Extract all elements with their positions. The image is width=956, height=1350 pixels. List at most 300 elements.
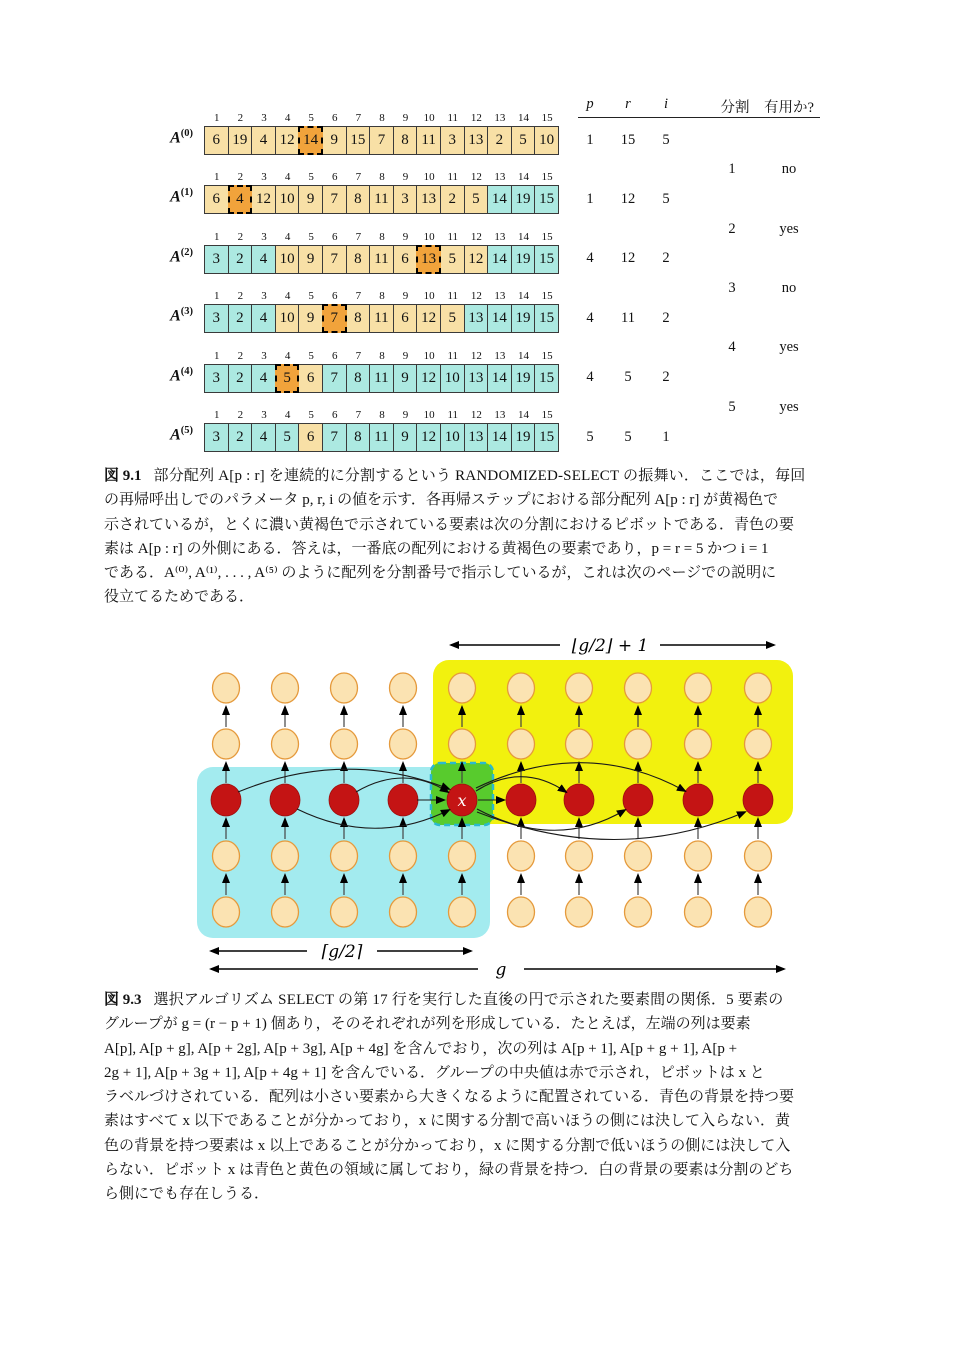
cell-index: 6 (332, 349, 338, 362)
array-cell: 14 (487, 245, 512, 274)
cell-index: 8 (379, 171, 385, 184)
array-cell-wrap (229, 112, 253, 155)
array-cell-wrap (276, 290, 300, 333)
array-cell: 4 (251, 423, 276, 452)
element-circle (745, 897, 772, 927)
array-cell: 7 (322, 185, 347, 214)
cell-index: 13 (494, 349, 506, 362)
array-cell-wrap (417, 409, 441, 452)
cell-index: 1 (214, 230, 220, 243)
table-header-p: p (586, 96, 594, 112)
array-label (143, 247, 193, 266)
array-cell: 13 (416, 245, 441, 274)
cell-index: 8 (379, 290, 385, 303)
array-row (143, 350, 573, 396)
cell-index: 2 (237, 112, 244, 124)
caption-line: 色の背景を持つ要素は x 以上であることが分かっており，x に関する分割で低いほうの側には決して入 (104, 1137, 791, 1154)
cell-index: 12 (470, 230, 482, 243)
table-value-r: 12 (620, 250, 636, 267)
array-cell-wrap (252, 171, 276, 214)
table-value-r: 11 (621, 309, 635, 326)
array-cell-wrap (488, 231, 512, 274)
partition-useful: yes (779, 398, 799, 415)
array-cells (205, 171, 559, 214)
array-cell: 12 (416, 304, 441, 333)
element-circle (566, 673, 593, 703)
array-cell: 15 (534, 364, 559, 393)
cell-index: 12 (470, 112, 482, 124)
cell-index: 14 (518, 409, 530, 421)
array-cell-wrap (394, 231, 418, 274)
array-cell: 2 (440, 185, 465, 214)
array-cells (205, 231, 559, 274)
array-cell-wrap (276, 350, 300, 393)
array-label (143, 187, 193, 206)
cell-index: 2 (237, 290, 244, 303)
element-circle (449, 841, 476, 871)
array-cell-wrap (347, 350, 371, 393)
caption-text: 選択アルゴリズム SELECT の第 17 行を実行した直後の円で示された要素間の関係．5 要素の (153, 992, 784, 1008)
array-cell: 10 (440, 423, 465, 452)
cell-index: 3 (261, 409, 267, 421)
array-cell: 11 (369, 304, 394, 333)
array-cell-wrap (512, 409, 536, 452)
array-cell: 6 (298, 364, 323, 393)
array-cell: 11 (416, 126, 441, 155)
table-value-i: 1 (662, 428, 670, 445)
array-cells (205, 409, 559, 452)
cell-index: 13 (494, 230, 506, 243)
element-circle (566, 841, 593, 871)
array-cell-wrap (323, 112, 347, 155)
array-cell-wrap (394, 409, 418, 452)
median-circle (743, 784, 773, 816)
array-cell-wrap (299, 171, 323, 214)
array-letter: A (170, 366, 181, 384)
array-cell: 8 (346, 304, 371, 333)
cell-index: 5 (308, 349, 314, 362)
array-cell-wrap (441, 231, 465, 274)
table-value-i: 5 (662, 131, 670, 148)
array-cells (205, 290, 559, 333)
cell-index: 15 (541, 409, 553, 421)
cell-index: 2 (237, 230, 244, 243)
array-cell-wrap (465, 350, 489, 393)
array-cell: 10 (275, 304, 300, 333)
table-value-r: 12 (620, 190, 636, 207)
array-cell-wrap (205, 350, 229, 393)
array-cell-wrap (465, 231, 489, 274)
element-circle (390, 729, 417, 759)
array-cell: 8 (393, 126, 418, 155)
array-cell: 3 (393, 185, 418, 214)
array-row (143, 231, 573, 277)
array-cell-wrap (370, 171, 394, 214)
cell-index: 11 (447, 290, 459, 303)
array-label (143, 366, 193, 385)
array-cell: 15 (534, 245, 559, 274)
array-cell-wrap (394, 350, 418, 393)
caption-line: A[p], A[p + g], A[p + 2g], A[p + 3g], A[p + 4g] を含んでおり，次の列は A[p + 1], A[p + g + 1], A[p + (104, 1040, 738, 1057)
cell-index: 11 (447, 112, 459, 124)
array-cell: 14 (298, 126, 323, 155)
array-cell-wrap (299, 350, 323, 393)
table-header-split: 分割 (720, 100, 750, 116)
cell-index: 5 (308, 230, 314, 243)
array-cell-wrap (512, 290, 536, 333)
caption-line (104, 988, 884, 1012)
array-cell-wrap (535, 171, 559, 214)
array-cell-wrap (370, 231, 394, 274)
array-cell-wrap (229, 171, 253, 214)
element-circle (566, 729, 593, 759)
array-cell-wrap (205, 112, 229, 155)
array-superscript: (2) (180, 246, 193, 258)
array-cell: 4 (251, 304, 276, 333)
array-cell: 19 (511, 304, 536, 333)
cell-index: 7 (355, 171, 362, 184)
array-cell: 3 (204, 364, 229, 393)
figure-number: 図 9.1 (104, 468, 142, 484)
caption-line: 示されているが，とくに濃い黄褐色で示されている要素は次の分割におけるピボットである．青色の要 (104, 516, 795, 533)
element-circle (508, 897, 535, 927)
array-letter: A (170, 248, 181, 266)
array-cell-wrap (205, 290, 229, 333)
array-cell-wrap (323, 350, 347, 393)
array-cell-wrap (488, 112, 512, 155)
element-circle (331, 841, 358, 871)
array-cell: 6 (204, 185, 229, 214)
array-cell: 4 (251, 364, 276, 393)
partition-useful: no (781, 161, 797, 178)
array-cell: 11 (369, 245, 394, 274)
figure-9-1-caption (104, 464, 884, 610)
cell-index: 6 (332, 290, 338, 303)
cell-index: 8 (379, 349, 385, 362)
partition-number: 5 (728, 398, 736, 415)
element-circle (508, 729, 535, 759)
table-value-r: 5 (624, 428, 632, 445)
median-circle (270, 784, 300, 816)
element-circle (449, 897, 476, 927)
cell-index: 7 (355, 112, 362, 124)
array-letter: A (170, 307, 181, 325)
array-cell-wrap (347, 290, 371, 333)
array-cell: 6 (393, 304, 418, 333)
table-value-p: 1 (586, 190, 594, 207)
cell-index: 9 (402, 230, 409, 243)
array-cell-wrap (417, 112, 441, 155)
array-cell: 10 (275, 245, 300, 274)
figure-number: 図 9.3 (104, 992, 142, 1008)
array-cell-wrap (229, 350, 253, 393)
caption-line: 素は A[p : r] の外側にある．答えは，一番底の配列における黄褐色の要素であり，p = r = 5 かつ i = 1 (104, 540, 769, 557)
array-cell-wrap (394, 171, 418, 214)
cell-index: 3 (261, 112, 267, 124)
cell-index: 11 (447, 171, 459, 184)
array-cell: 13 (464, 304, 489, 333)
cell-index: 12 (470, 349, 482, 362)
cell-index: 7 (355, 349, 362, 362)
partition-number: 3 (728, 280, 736, 296)
element-circle (625, 841, 652, 871)
cell-index: 4 (284, 230, 291, 243)
cell-index: 6 (332, 230, 338, 243)
array-cell-wrap (370, 290, 394, 333)
array-cell: 2 (228, 364, 253, 393)
cell-index: 3 (261, 290, 267, 303)
table-value-p: 1 (586, 131, 594, 148)
array-cell-wrap (441, 350, 465, 393)
array-cell-wrap (488, 409, 512, 452)
array-cell: 4 (228, 185, 253, 214)
cell-index: 3 (261, 230, 267, 243)
array-superscript: (4) (180, 365, 193, 377)
array-cell: 10 (534, 126, 559, 155)
array-cell-wrap (323, 409, 347, 452)
array-cell: 14 (487, 304, 512, 333)
array-cell-wrap (394, 112, 418, 155)
array-cell: 7 (322, 304, 347, 333)
element-circle (449, 673, 476, 703)
cell-index: 15 (541, 112, 553, 124)
array-cell-wrap (465, 409, 489, 452)
median-circle (211, 784, 241, 816)
element-circle (213, 729, 240, 759)
array-cell-wrap (299, 409, 323, 452)
element-circle (625, 673, 652, 703)
array-cell-wrap (252, 290, 276, 333)
array-cell: 14 (487, 423, 512, 452)
array-row (143, 290, 573, 336)
cell-index: 14 (518, 112, 530, 124)
array-superscript: (3) (180, 306, 193, 318)
cell-index: 10 (423, 290, 435, 303)
median-circle (506, 784, 536, 816)
array-cell: 6 (298, 423, 323, 452)
cell-index: 2 (237, 349, 244, 362)
array-cell: 15 (534, 304, 559, 333)
cell-index: 14 (518, 349, 530, 362)
median-circle (388, 784, 418, 816)
cell-index: 10 (423, 230, 435, 243)
cell-index: 11 (447, 349, 459, 362)
cell-index: 9 (402, 290, 409, 303)
array-cell: 5 (464, 185, 489, 214)
array-cell: 11 (369, 423, 394, 452)
array-cell-wrap (347, 112, 371, 155)
cell-index: 15 (541, 349, 553, 362)
array-cell: 7 (322, 364, 347, 393)
array-cell-wrap (417, 231, 441, 274)
array-cell-wrap (465, 290, 489, 333)
array-cell: 9 (322, 126, 347, 155)
array-cell: 11 (369, 185, 394, 214)
partition-number: 2 (728, 220, 736, 237)
median-circle (564, 784, 594, 816)
cell-index: 10 (423, 409, 435, 421)
cell-index: 15 (541, 171, 553, 184)
element-circle (213, 841, 240, 871)
array-cell-wrap (252, 231, 276, 274)
array-row (143, 112, 573, 158)
array-cell-wrap (252, 409, 276, 452)
cell-index: 3 (261, 171, 267, 184)
cell-index: 1 (214, 349, 220, 362)
table-value-r: 5 (624, 369, 632, 386)
cell-index: 5 (308, 171, 314, 184)
cell-index: 2 (237, 171, 244, 184)
element-circle (390, 673, 417, 703)
array-cell-wrap (512, 231, 536, 274)
array-cell-wrap (535, 290, 559, 333)
cell-index: 10 (423, 349, 435, 362)
array-cell-wrap (323, 171, 347, 214)
table-value-r: 15 (620, 131, 636, 148)
array-cell-wrap (535, 231, 559, 274)
array-cells (205, 112, 559, 155)
element-circle (213, 897, 240, 927)
array-cell-wrap (465, 171, 489, 214)
cell-index: 12 (470, 290, 482, 303)
array-cell-wrap (441, 290, 465, 333)
array-cell: 13 (464, 126, 489, 155)
cell-index: 14 (518, 171, 530, 184)
cell-index: 2 (237, 409, 244, 421)
cell-index: 13 (494, 112, 506, 124)
array-label (143, 128, 193, 147)
table-value-p: 4 (586, 369, 594, 386)
element-circle (331, 729, 358, 759)
element-circle (272, 841, 299, 871)
array-cell: 12 (464, 245, 489, 274)
caption-line: 2g + 1], A[p + 3g + 1], A[p + 4g + 1] を含んでいる．グループの中央値は赤で示され，ピボットは x と (104, 1064, 765, 1081)
array-cell: 4 (251, 126, 276, 155)
array-cell-wrap (299, 231, 323, 274)
element-circle (508, 673, 535, 703)
element-circle (685, 729, 712, 759)
cell-index: 11 (447, 409, 459, 421)
array-cell-wrap (394, 290, 418, 333)
cell-index: 13 (494, 171, 506, 184)
figure-9-3-select-diagram (0, 630, 956, 982)
element-circle (625, 729, 652, 759)
array-label (143, 306, 193, 325)
cell-index: 12 (470, 171, 482, 184)
array-cell: 9 (298, 245, 323, 274)
array-cell-wrap (252, 350, 276, 393)
array-row (143, 409, 573, 455)
partition-number: 4 (728, 339, 736, 356)
array-letter: A (170, 188, 181, 206)
element-circle (745, 729, 772, 759)
cell-index: 8 (379, 409, 385, 421)
array-cell: 4 (251, 245, 276, 274)
array-cell-wrap (417, 290, 441, 333)
array-letter: A (170, 129, 181, 147)
cell-index: 7 (355, 409, 362, 421)
array-cell-wrap (276, 112, 300, 155)
array-cell: 5 (511, 126, 536, 155)
total-span-label: g (495, 960, 507, 980)
array-cell-wrap (299, 112, 323, 155)
array-cell-wrap (347, 231, 371, 274)
array-cell: 13 (464, 364, 489, 393)
array-cell: 7 (369, 126, 394, 155)
array-superscript: (0) (180, 128, 193, 139)
array-cell-wrap (441, 112, 465, 155)
cell-index: 15 (541, 290, 553, 303)
array-cell: 3 (204, 304, 229, 333)
array-cell: 2 (228, 304, 253, 333)
cell-index: 13 (494, 409, 506, 421)
element-circle (745, 841, 772, 871)
array-cell-wrap (205, 231, 229, 274)
element-circle (449, 729, 476, 759)
array-cell: 19 (511, 185, 536, 214)
cell-index: 4 (284, 112, 291, 124)
cell-index: 1 (214, 290, 220, 303)
cell-index: 10 (423, 171, 435, 184)
caption-line: らない．ピボット x は青色と黄色の領域に属しており，緑の背景を持つ．白の背景の要素は分割のどち (104, 1162, 794, 1179)
array-cell: 5 (440, 245, 465, 274)
array-cell-wrap (535, 350, 559, 393)
array-cell: 5 (275, 423, 300, 452)
cell-index: 5 (308, 112, 314, 124)
array-cell: 19 (511, 423, 536, 452)
array-superscript: (5) (180, 425, 193, 436)
array-cell: 14 (487, 364, 512, 393)
array-cell: 9 (298, 304, 323, 333)
array-cell: 15 (534, 423, 559, 452)
array-cell: 7 (322, 423, 347, 452)
array-cell-wrap (276, 409, 300, 452)
cell-index: 10 (423, 112, 435, 124)
cell-index: 9 (402, 409, 409, 421)
cell-index: 6 (332, 112, 338, 124)
cell-index: 15 (541, 230, 553, 243)
array-cell-wrap (512, 171, 536, 214)
element-circle (272, 897, 299, 927)
array-cells (205, 350, 559, 393)
array-cell-wrap (276, 231, 300, 274)
array-cell-wrap (512, 112, 536, 155)
array-cell: 19 (511, 245, 536, 274)
cell-index: 8 (379, 230, 385, 243)
cell-index: 9 (402, 171, 409, 184)
cell-index: 9 (402, 112, 409, 124)
table-value-p: 4 (586, 250, 594, 267)
array-cell: 2 (228, 245, 253, 274)
table-value-i: 2 (662, 309, 670, 326)
array-cell: 6 (393, 245, 418, 274)
array-cell: 8 (346, 185, 371, 214)
array-cell-wrap (512, 350, 536, 393)
array-row (143, 171, 573, 217)
array-cell-wrap (229, 231, 253, 274)
array-cell: 5 (440, 304, 465, 333)
median-circle (683, 784, 713, 816)
array-cell: 12 (275, 126, 300, 155)
partition-useful: yes (779, 339, 799, 356)
array-cell-wrap (276, 171, 300, 214)
array-cell: 5 (275, 364, 300, 393)
table-header-r: r (625, 96, 631, 112)
array-cell: 8 (346, 245, 371, 274)
array-cell: 13 (416, 185, 441, 214)
array-cell-wrap (488, 290, 512, 333)
element-circle (745, 673, 772, 703)
